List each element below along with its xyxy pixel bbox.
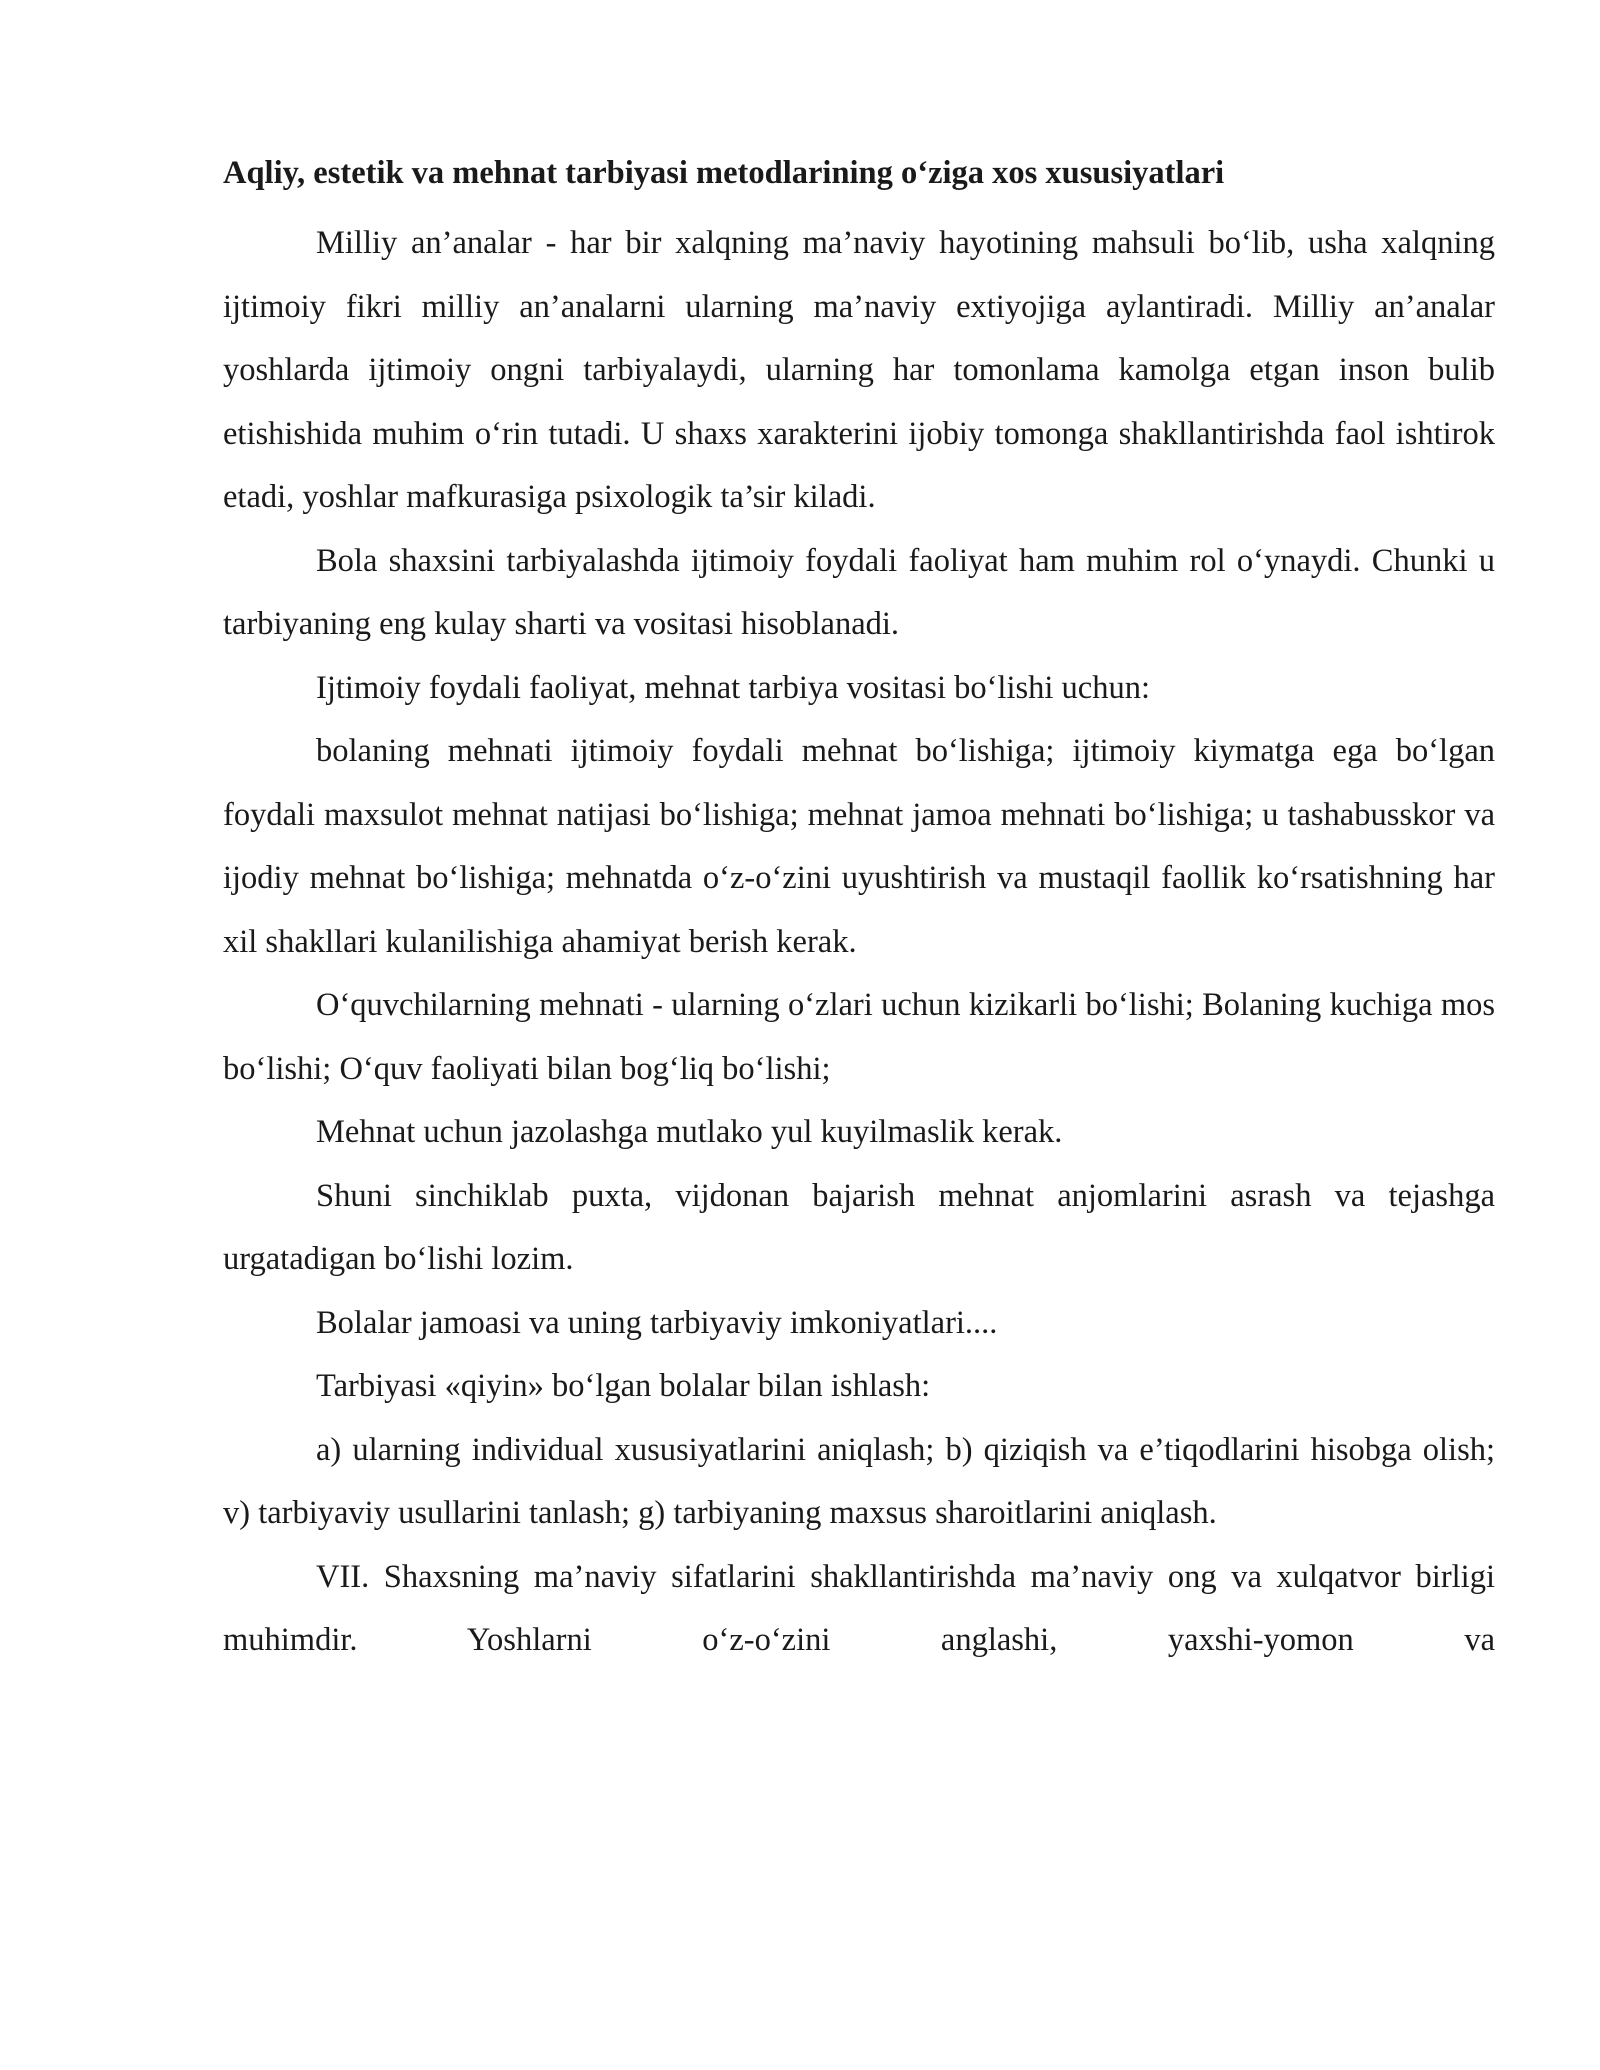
paragraph-milliy-ananalar: Milliy an’analar - har bir xalqning ma’naviy hayotining mahsuli bo‘lib, usha xalqning ijtimoiy fikri milliy an’analarni ularning ma’naviy extiyojiga aylantiradi. Milliy an’analar yoshlarda ijtimoiy ongni tarbiyalaydi, ularning har tomonlama kamolga etgan inson bulib etishishida muhim o‘rin tutadi. U shaxs xarakterini ijobiy tomonga shakllantirishda faol ishtirok etadi, yoshlar mafkurasiga psixologik ta’sir kiladi.: [223, 225, 1495, 515]
paragraph-bolaning-mehnati: bolaning mehnati ijtimoiy foydali mehnat bo‘lishiga; ijtimoiy kiymatga ega bo‘lgan foydali maxsulot mehnat natijasi bo‘lishiga; mehnat jamoa mehnati bo‘lishiga; u tashabusskor va ijodiy mehnat bo‘lishiga; mehnatda o‘z-o‘zini uyushtirish va mustaqil faollik ko‘rsatishning har xil shakllari kulanilishiga ahamiyat berish kerak.: [223, 733, 1495, 960]
paragraph-shuni-sinchiklab: Shuni sinchiklab puxta, vijdonan bajarish mehnat anjomlarini asrash va tejashga urgatadigan bo‘lishi lozim.: [223, 1177, 1495, 1277]
document-title: Aqliy, estetik va mehnat tarbiyasi metodlarining o‘ziga xos xususiyatlari: [223, 155, 1225, 191]
paragraph-bolalar-jamoasi: Bolalar jamoasi va uning tarbiyaviy imkoniyatlari....: [316, 1304, 998, 1341]
paragraph-bola-shaxsini: Bola shaxsini tarbiyalashda ijtimoiy foydali faoliyat ham muhim rol o‘ynaydi. Chunki u tarbiyaning eng kulay sharti va vositasi hisoblanadi.: [223, 542, 1495, 642]
document-body: [223, 148, 1495, 1673]
paragraph-ijtimoiy-foydali: Ijtimoiy foydali faoliyat, mehnat tarbiya vositasi bo‘lishi uchun:: [316, 669, 1151, 706]
paragraph-tarbiyasi-qiyin: Tarbiyasi «qiyin» bo‘lgan bolalar bilan ishlash:: [316, 1368, 931, 1404]
paragraph-oquvchilarning-mehnati: O‘quvchilarning mehnati - ularning o‘zlari uchun kizikarli bo‘lishi; Bolaning kuchiga mos bo‘lishi; O‘quv faoliyati bilan bog‘liq bo‘lishi;: [223, 987, 1495, 1087]
paragraph-abvg-list: a) ularning individual xususiyatlarini aniqlash; b) qiziqish va e’tiqodlarini hisobga olish; v) tarbiyaviy usullarini tanlash; g) tarbiyaning maxsus sharoitlarini aniqlash.: [223, 1431, 1495, 1531]
paragraph-mehnat-uchun: Mehnat uchun jazolashga mutlako yul kuyilmaslik kerak.: [316, 1114, 1063, 1150]
paragraph-vii-shaxsning: VII. Shaxsning ma’naviy sifatlarini shakllantirishda ma’naviy ong va xulqatvor birligi muhimdir. Yoshlarni o‘z-o‘zini anglashi, yaxshi-yomon va: [223, 1558, 1495, 1658]
